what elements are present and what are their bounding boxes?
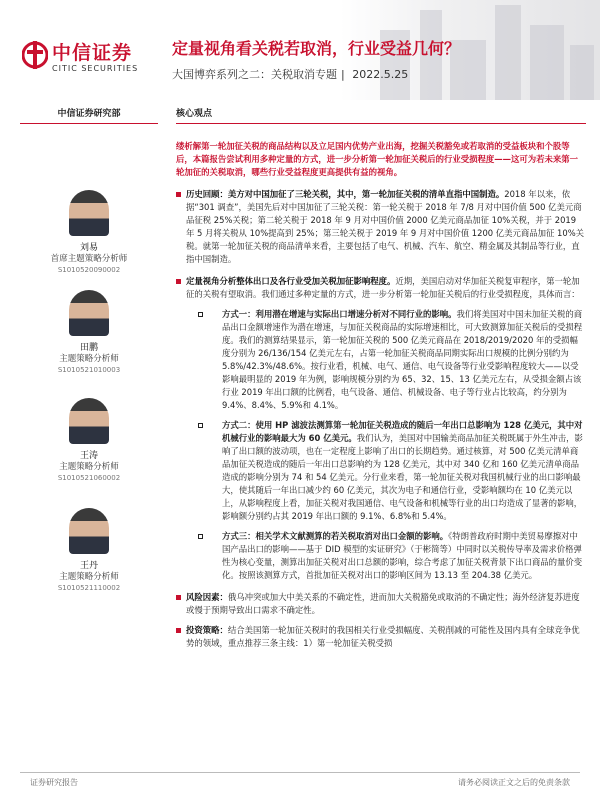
report-series: 大国博弈系列之二：关税取消专题 bbox=[172, 68, 337, 81]
citic-logo-icon bbox=[22, 38, 48, 72]
strategy-paragraph bbox=[176, 624, 586, 650]
avatar bbox=[69, 190, 109, 236]
avatar bbox=[69, 398, 109, 444]
method-two-label: 方式二：使用 HP 滤波法测算第一轮加征关税造成的随后一年出口总影响为 128 亿美元，其中对机械行业的影响最大为 60 亿美元。 bbox=[222, 420, 583, 443]
risk-label: 风险因素： bbox=[186, 592, 228, 602]
method-three-body: 《特朗普政府时期中美贸易摩擦对中国产品出口的影响——基于 DID 模型的实证研究》（于彬简等）中同时以关税传导率及需求价格弹性为核心变量，测算出加征关税对出口总额的影响，综合考虑了加征关税背景下出口商品的量价变化。按照该测算方式，首批加征关税对出口的影响区间为 13.13 至 204.38 亿美元。 bbox=[222, 531, 583, 580]
brand-name-en: CITIC SECURITIES bbox=[52, 64, 139, 73]
page-footer bbox=[20, 772, 580, 790]
history-paragraph bbox=[176, 188, 586, 266]
risk-body: 俄乌冲突或加大中美关系的不确定性，进而加大关税豁免或取消的不确定性；海外经济复苏进度或慢于预期导致出口需求不确定性。 bbox=[186, 592, 580, 615]
bullet-square-icon bbox=[198, 312, 203, 317]
analyst-card bbox=[20, 508, 158, 592]
strategy-body: 结合美国第一轮加征关税时的我国相关行业受损幅度、关税削减的可能性及国内具有全球竞争优势的领域，重点推荐三条主线：1）第一轮加征关税受损 bbox=[186, 625, 580, 648]
avatar bbox=[69, 508, 109, 554]
analyst-card bbox=[20, 290, 158, 374]
method-one-body: 我们将美国对中国未加征关税的商品出口金额增速作为潜在增速，与加征关税商品的实际增速相比，可大致测算加征关税后的受损程度。我们的测算结果显示，第一轮加征关税的 500 亿美元商品在 2018/2019/2020 年的受损幅度分别为 26/136/154 亿美元左右，占第一轮加征关税商品同期实际出口规模的比例分别约为 5.8%/42.3%/48.6%。按行业看，机械、电气、通信、电气设备等行业受影响程度较大——以受影响最明显的 2019 年为例，影响规模分别约为 65、32、15、13 亿美元左右，从受损金额占该行业 2019 年出口额的比例看，电气设备、通信、机械设备、电子等行业占比较高，约分别为 9.4%、8.4%、5.9%和 4.1%。 bbox=[222, 309, 583, 410]
analyst-id: S1010521110002 bbox=[57, 584, 121, 592]
method-paragraph bbox=[176, 275, 586, 301]
analyst-card bbox=[20, 190, 158, 274]
analyst-title: 主题策略分析师 bbox=[59, 572, 119, 582]
summary-paragraph: 缕析解第一轮加征关税的商品结构以及立足国内优势产业出海，挖掘关税豁免或若取消的受益板块和个股等后，本篇报告尝试利用多种定量的方式，进一步分析第一轮加征关税后的行业受损程度——这可为若未来第一轮加征的关税取消，哪些行业受益程度更高提供有益的视角。 bbox=[176, 141, 578, 177]
analyst-sidebar bbox=[20, 106, 158, 124]
history-lead: 美方对中国加征了三轮关税，其中，第一轮加征关税的清单直指中国制造。 bbox=[227, 189, 505, 199]
method-one bbox=[176, 308, 586, 412]
bullet-square-icon bbox=[198, 534, 203, 539]
history-label: 历史回顾： bbox=[186, 189, 228, 199]
analyst-name: 王丹 bbox=[79, 561, 98, 571]
method-label: 定量视角分析整体出口及各行业受加关税加征影响程度。 bbox=[186, 276, 396, 286]
bullet-square-icon bbox=[198, 423, 203, 428]
analyst-title: 首席主题策略分析师 bbox=[50, 254, 128, 264]
brand-name-cn: 中信证券 bbox=[52, 42, 133, 64]
report-date: 2022.5.25 bbox=[352, 68, 409, 81]
method-two bbox=[176, 419, 586, 523]
analyst-card bbox=[20, 398, 158, 482]
analyst-name: 田鹏 bbox=[79, 343, 98, 353]
core-views-heading: 核心观点 bbox=[176, 106, 586, 124]
method-body: 近期，美国启动对华加征关税复审程序，第一轮加征的关税有望取消。我们通过多种定量的方式，进一步分析第一轮加征关税后的行业受损程度，具体而言： bbox=[186, 276, 580, 299]
analyst-title: 主题策略分析师 bbox=[59, 354, 119, 364]
method-one-label: 方式一：利用潜在增速与实际出口增速分析对不同行业的影响。 bbox=[222, 309, 457, 319]
method-two-body: 我们认为，美国对中国输美商品加征关税既属于外生冲击，影响了出口额的波动项，也在一定程度上影响了出口的长期趋势。通过核算，对 500 亿美元清单商品加征关税造成的随后一年出口总影响约为 128 亿美元，其中对 340 亿和 160 亿美元清单商品造成的影响分别为 74 和 54 亿美元。分行业来看，第一轮加征关税对我国机械行业的出口影响最大，使其随后一年出口减少约 60 亿美元，其次为电子和通信行业，受影响额均在 10 亿美元以上，从影响程度上看，加征关税对我国通信、电气设备和机械等行业的出口均造成了显著的影响，影响额分别约占其 2019 年出口额的 9.1%、6.8%和 5.4%。 bbox=[222, 433, 583, 521]
analyst-name: 王涛 bbox=[79, 451, 98, 461]
strategy-label: 投资策略： bbox=[186, 625, 228, 635]
avatar bbox=[69, 290, 109, 336]
method-three-label: 方式三：相关学术文献测算的若关税取消对出口金额的影响。 bbox=[222, 531, 449, 541]
report-header bbox=[0, 0, 600, 100]
analyst-id: S1010520090002 bbox=[57, 266, 121, 274]
analyst-id: S1010521010003 bbox=[57, 366, 121, 374]
analyst-name: 刘易 bbox=[79, 243, 98, 253]
analyst-title: 主题策略分析师 bbox=[59, 462, 119, 472]
report-subtitle: 大国博弈系列之二：关税取消专题 | 2022.5.25 bbox=[172, 68, 409, 81]
history-body: 2018 年以来，依据“301 调查”，美国先后对中国加征了三轮关税：第一轮关税于 2018 年 7/8 月对中国价值 500 亿美元商品征税 25%关税；第二轮关税于 2018 年 9 月对中国价值 2000 亿美元商品加征 10%关税，并于 2019 年 5 月将关税从 10%提高到 25%；第三轮关税于 2019 年 9 月对中国价值 1200 亿美元商品加征 10%关税。就第一轮加征关税的商品清单来看，主要包括了电气、机械、汽车、航空、精金属及其制品等行业，直指中国制造。 bbox=[186, 189, 585, 264]
research-dept-heading: 中信证券研究部 bbox=[20, 106, 158, 124]
method-three bbox=[176, 530, 586, 582]
analyst-id: S1010521060002 bbox=[57, 474, 121, 482]
risk-paragraph bbox=[176, 591, 586, 617]
footer-left: 证券研究报告 bbox=[30, 778, 78, 787]
citic-logo bbox=[22, 36, 152, 84]
footer-right: 请务必阅读正文之后的免责条款 bbox=[458, 778, 570, 787]
core-views bbox=[176, 106, 586, 650]
report-title: 定量视角看关税若取消，行业受益几何？ bbox=[172, 39, 461, 58]
